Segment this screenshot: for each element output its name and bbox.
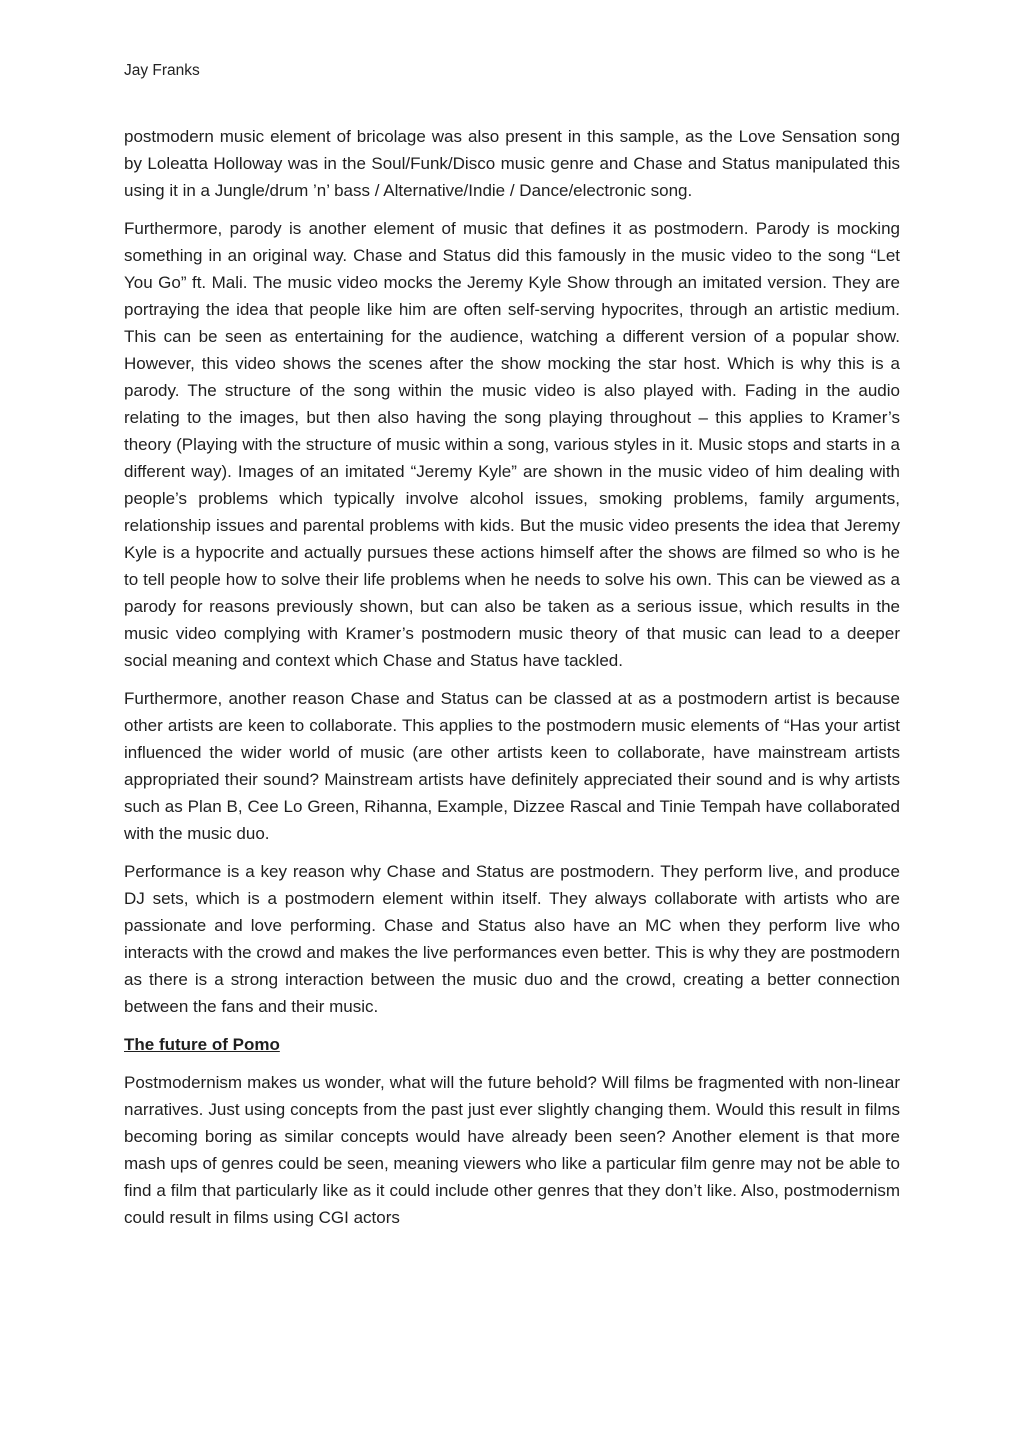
paragraph-bricolage: postmodern music element of bricolage was also present in this sample, as the Love Sensation song by Loleatta Holloway was in the Soul/Funk/Disco music genre and Chase and Status manipulated this using it in a Jungle/drum ’n’ bass / Alternative/Indie / Dance/electronic song.	[124, 127, 900, 200]
paragraph-performance: Performance is a key reason why Chase and Status are postmodern. They perform live, and produce DJ sets, which is a postmodern element within itself. They always collaborate with artists who are passionate and love performing. Chase and Status also have an MC when they perform live who interacts with the crowd and makes the live performances even better. This is why they are postmodern as there is a strong interaction between the music duo and the crowd, creating a better connection between the fans and their music.	[124, 862, 900, 1016]
paragraph-parody: Furthermore, parody is another element of music that defines it as postmodern. Parody is mocking something in an original way. Chase and Status did this famously in the music video to the song “Let You Go” ft. Mali. The music video mocks the Jeremy Kyle Show through an imitated version. They are portraying the idea that people like him are often self-serving hypocrites, through an artistic medium. This can be seen as entertaining for the audience, watching a different version of a popular show. However, this video shows the scenes after the show mocking the star host. Which is why this is a parody. The structure of the song within the music video is also played with. Fading in the audio relating to the images, but then also having the song playing throughout – this applies to Kramer’s theory (Playing with the structure of music within a song, various styles in it. Music stops and starts in a different way). Images of an imitated “Jeremy Kyle” are shown in the music video of him dealing with people’s problems which typically involve alcohol issues, smoking problems, family arguments, relationship issues and parental problems with kids. But the music video presents the idea that Jeremy Kyle is a hypocrite and actually pursues these actions himself after the shows are filmed so who is he to tell people how to solve their life problems when he needs to solve his own. This can be viewed as a parody for reasons previously shown, but can also be taken as a serious issue, which results in the music video complying with Kramer’s postmodern music theory of that music can lead to a deeper social meaning and context which Chase and Status have tackled.	[124, 219, 900, 670]
paragraph-collaboration: Furthermore, another reason Chase and Status can be classed at as a postmodern artist is because other artists are keen to collaborate. This applies to the postmodern music elements of “Has your artist influenced the wider world of music (are other artists keen to collaborate, have mainstream artists appropriated their sound? Mainstream artists have definitely appreciated their sound and is why artists such as Plan B, Cee Lo Green, Rihanna, Example, Dizzee Rascal and Tinie Tempah have collaborated with the music duo.	[124, 689, 900, 843]
paragraph-future: Postmodernism makes us wonder, what will the future behold? Will films be fragmented with non-linear narratives. Just using concepts from the past just ever slightly changing them. Would this result in films becoming boring as similar concepts would have already been seen? Another element is that more mash ups of genres could be seen, meaning viewers who like a particular film genre may not be able to find a film that particularly like as it could include other genres that they don’t like. Also, postmodernism could result in films using CGI actors	[124, 1073, 900, 1227]
page-header-author: Jay Franks	[124, 62, 200, 79]
document-body	[124, 123, 900, 1242]
section-heading-future-of-pomo: The future of Pomo	[124, 1035, 280, 1054]
